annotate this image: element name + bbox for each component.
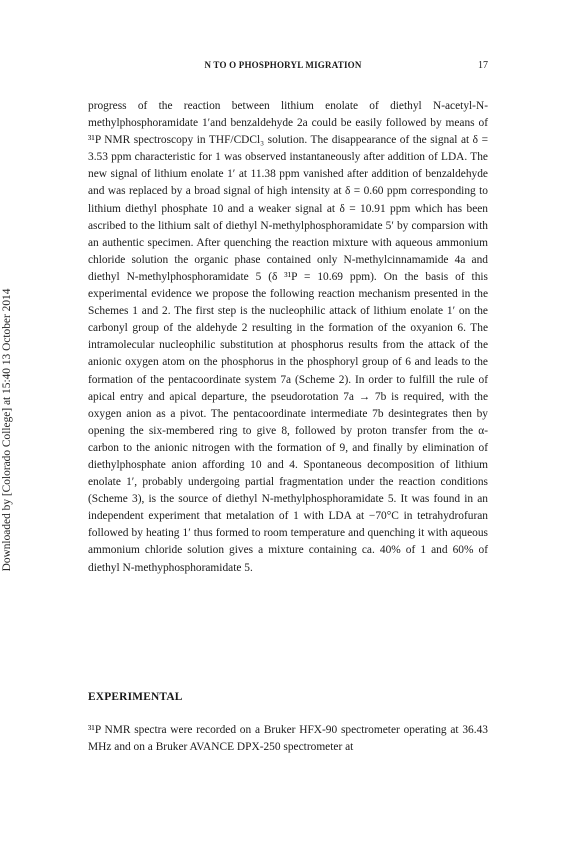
experimental-paragraph: ³¹P NMR spectra were recorded on a Bruker HFX-90 spectrometer operating at 36.43 MHz and on a Bruker AVANCE DPX-250 spectrometer at: [88, 724, 488, 754]
page-header: [88, 60, 488, 71]
download-watermark: Downloaded by [Colorado College] at 15:40 13 October 2014: [1, 288, 13, 572]
body-paragraph: progress of the reaction between lithium enolate of diethyl N-acetyl-N-methylphosphoramidate 1′and benzaldehyde 2a could be easily followed by means of ³¹P NMR spectroscopy in THF/CDCl₃ solution. The disappearance of the signal at δ = 3.53 ppm characteristic for 1 was observed instantaneously after addition of LDA. The new signal of lithium enolate 1′ at 11.38 ppm vanished after addition of benzaldehyde and was replaced by a broad signal of high intensity at δ = 0.60 ppm corresponding to lithium diethyl phosphate 10 and a weaker signal at δ = 10.91 ppm which has been ascribed to the lithium salt of diethyl N-methylphosphoramidate 5′ by comparsion with an authentic specimen. After quenching the reaction mixture with aqueous ammonium chloride solution the organic phase contained only N-methylcinnamamide 4a and diethyl N-methylphosphoramidate 5 (δ ³¹P = 10.69 ppm). On the basis of this experimental evidence we propose the following reaction mechanism presented in the Schemes 1 and 2. The first step is the nucleophilic attack of lithium enolate 1′ on the carbonyl group of the aldehyde 2 resulting in the formation of the oxyanion 6. The intramolecular nucleophilic substitution at phosphorus results from the attack of the anionic oxygen atom on the phosphorus in the phosphoryl group of 6 and leads to the formation of the pentacoordinate system 7a (Scheme 2). In order to fulfill the rule of apical entry and apical departure, the pseudorotation 7a → 7b is required, with the oxygen anion as a pivot. The pentacoordinate intermediate 7b desintegrates then by opening the six-membered ring to give 8, followed by proton transfer from the α-carbon to the anionic nitrogen with the formation of 9, and finally by elimination of diethylphosphate anion affording 10 and 4. Spontaneous decomposition of lithium enolate 1′, probably undergoing partial fragmentation under the reaction conditions (Scheme 3), is the source of diethyl N-methylphosphoramidate 5. It was found in an independent experiment that metalation of 1 with LDA at −70°C in tetrahydrofuran followed by heating 1′ thus formed to room temperature and quenching it with aqueous ammonium chloride solution gives a mixture containing ca. 40% of 1 and 60% of diethyl N-methyphosphoramidate 5.: [88, 100, 488, 574]
experimental-text: [88, 722, 488, 756]
section-heading-experimental: EXPERIMENTAL: [88, 691, 183, 703]
page-number: 17: [478, 60, 488, 71]
body-text: [88, 98, 488, 577]
running-head: N TO O PHOSPHORYL MIGRATION: [204, 60, 362, 70]
